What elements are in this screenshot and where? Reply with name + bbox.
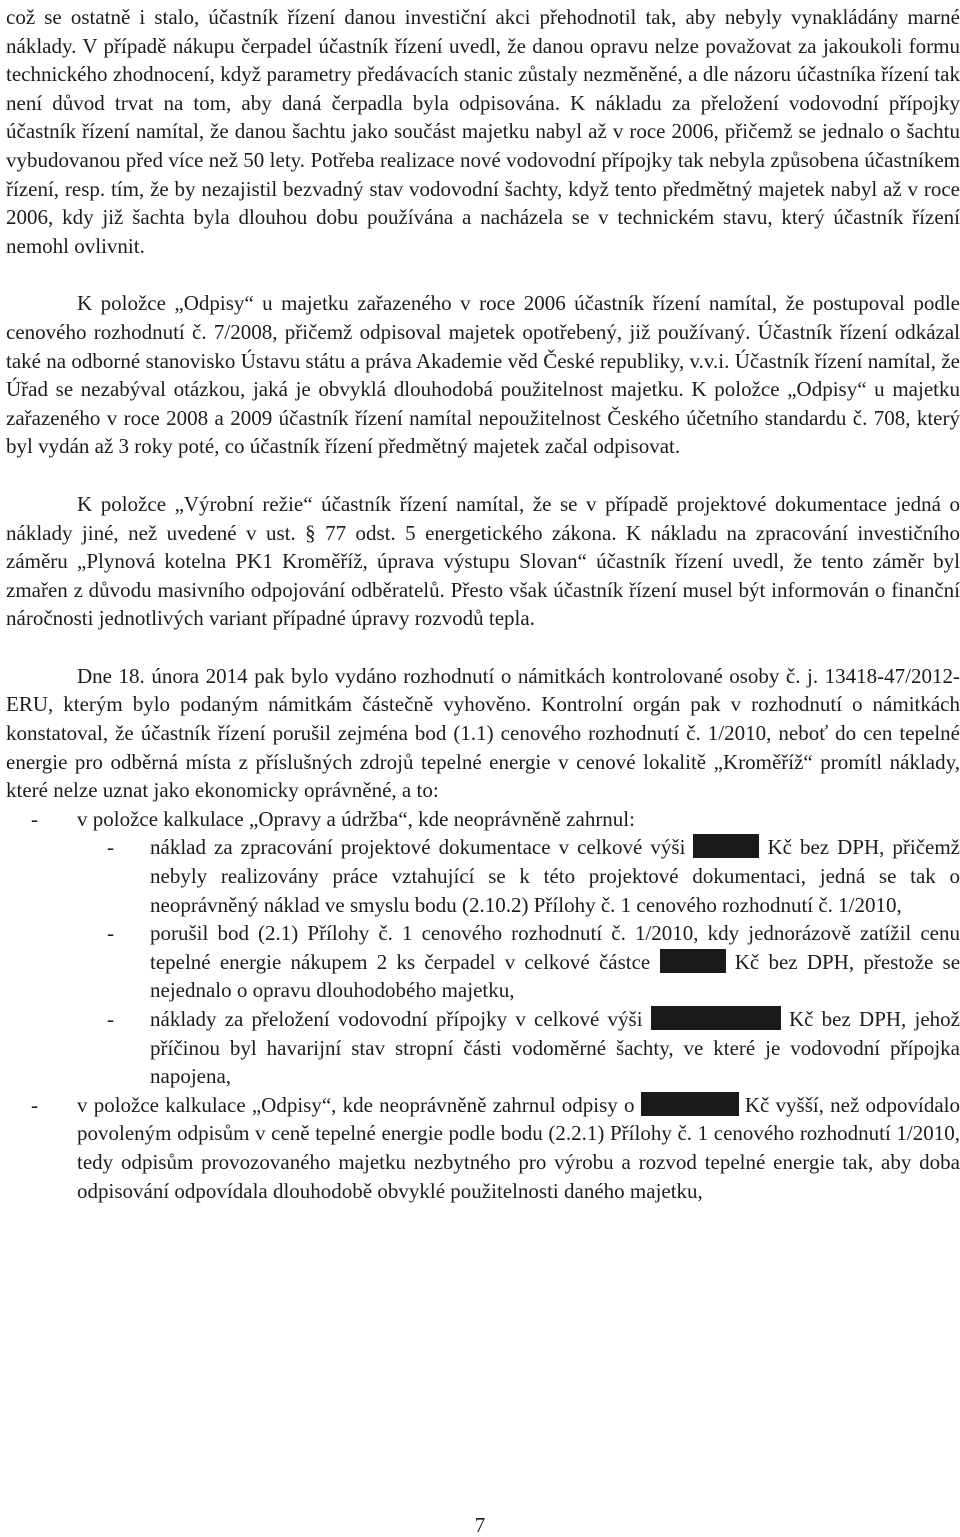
paragraph-4: Dne 18. února 2014 pak bylo vydáno rozhodnutí o námitkách kontrolované osoby č. j. 13418-47/2012-ERU, kterým bylo podaným námitkám částečně vyhověno. Kontrolní orgán pak v rozhodnutí o námitkách konstatoval, že účastník řízení porušil zejména bod (1.1) cenového rozhodnutí č. 1/2010, neboť do cen tepelné energie pro odběrná místa z příslušných zdrojů tepelné energie v cenové lokalitě „Kroměříž“ promítl náklady, které nelze uznat jako ekonomicky oprávněné, a to: <box>6 663 960 803</box>
page-number: 7 <box>474 1513 486 1537</box>
list-item <box>6 1091 960 1205</box>
paragraph-1: což se ostatně i stalo, účastník řízení danou investiční akci přehodnotil tak, aby nebyly vynakládány marné náklady. V případě nákupu čerpadel účastník řízení uvedl, že danou opravu nelze považovat za jakoukoli formu technického zhodnocení, když parametry předávacích stanic zůstaly nezměněné, a dle názoru účastníka řízení tak není důvod trvat na tom, aby daná čerpadla byla odpisována. K nákladu za přeložení vodovodní přípojky účastník řízení namítal, že danou šachtu jako součást majetku nabyl až v roce 2006, přičemž se jednalo o šachtu vybudovanou před více než 50 lety. Potřeba realizace nové vodovodní přípojky tak nebyla způsobena účastníkem řízení, resp. tím, že by nezajistil bezvadný stav vodovodní šachty, když tento předmětný majetek nabyl až v roce 2006, kdy již šachta byla dlouhou dobu používána a nacházela se v technickém stavu, který účastník řízení nemohl ovlivnit. <box>6 5 960 258</box>
paragraph-gap <box>6 461 960 490</box>
list-dash: - <box>107 921 114 946</box>
list-item <box>6 805 960 834</box>
redacted-amount <box>693 834 759 858</box>
redacted-amount <box>651 1006 781 1030</box>
paragraph-gap <box>6 633 960 662</box>
sub-list <box>6 833 960 1090</box>
list-dash: - <box>31 806 38 831</box>
redacted-amount <box>660 949 726 973</box>
sub-item-text-a: náklady za přeložení vodovodní přípojky v celkové výši <box>150 1007 643 1031</box>
sub-list-item <box>6 833 960 919</box>
redacted-amount <box>641 1092 739 1116</box>
sub-item-text-b: Kč bez DPH, jehož příčinou byl havarijní stav stropní části vodoměrné šachty, ve které je vodovodní přípojka napojena, <box>150 1007 960 1089</box>
list-dash: - <box>107 835 114 860</box>
sub-item-text-a: porušil bod (2.1) Přílohy č. 1 cenového rozhodnutí č. 1/2010, kdy jednorázově zatížil cenu tepelné energie nákupem 2 ks čerpadel v celkové částce <box>150 921 960 974</box>
sub-item-text-b: Kč bez DPH, přestože se nejednalo o opravu dlouhodobého majetku, <box>150 949 960 1003</box>
list-dash: - <box>107 1007 114 1031</box>
sub-item-text-a: náklad za zpracování projektové dokumentace v celkové výši <box>150 835 686 860</box>
violations-list <box>6 805 960 1205</box>
list-item-text-a: v položce kalkulace „Odpisy“, kde neoprávněně zahrnul odpisy o <box>77 1092 635 1117</box>
list-item-text: v položce kalkulace „Opravy a údržba“, kde neoprávněně zahrnul: <box>77 806 635 831</box>
paragraph-gap <box>6 260 960 289</box>
sub-list-item <box>6 1005 960 1091</box>
paragraph-3: K položce „Výrobní režie“ účastník řízení namítal, že se v případě projektové dokumentace jedná o náklady jiné, než uvedené v ust. § 77 odst. 5 energetického zákona. K nákladu na zpracování investičního záměru „Plynová kotelna PK1 Kroměříž, úprava výstupu Slovan“ účastník řízení uvedl, že tento záměr byl zmařen z důvodu masivního odpojování odběratelů. Přesto však účastník řízení musel být informován o finanční náročnosti jednotlivých variant případné úpravy rozvodů tepla. <box>6 491 960 631</box>
list-item-text-b: Kč vyšší, než odpovídalo povoleným odpisům v ceně tepelné energie podle bodu (2.2.1) Přílohy č. 1 cenového rozhodnutí 1/2010, tedy odpisům provozovaného majetku nezbytného pro výrobu a rozvod tepelné energie tak, aby doba odpisování odpovídala dlouhodobě obvyklé použitelnosti daného majetku, <box>77 1092 960 1203</box>
sub-item-text-b: Kč bez DPH, přičemž nebyly realizovány práce vztahující se k této projektové dokumentaci, jedná se tak o neoprávněný náklad ve smyslu bodu (2.10.2) Přílohy č. 1 cenového rozhodnutí č. 1/2010, <box>150 835 960 917</box>
paragraph-2: K položce „Odpisy“ u majetku zařazeného v roce 2006 účastník řízení namítal, že postupoval podle cenového rozhodnutí č. 7/2008, přičemž odpisoval majetek opotřebený, již používaný. Účastník řízení odkázal také na odborné stanovisko Ústavu státu a práva Akademie věd České republiky, v.v.i. Účastník řízení namítal, že Úřad se nezabýval otázkou, jaká je obvyklá dlouhodobá použitelnost majetku. K položce „Odpisy“ u majetku zařazeného v roce 2008 a 2009 účastník řízení namítal nepoužitelnost Českého účetního standardu č. 708, který byl vydán až 3 roky poté, co účastník řízení předmětný majetek začal odpisovat. <box>6 291 960 459</box>
sub-list-item <box>6 919 960 1005</box>
list-dash: - <box>31 1092 38 1117</box>
document-page <box>6 0 960 1205</box>
